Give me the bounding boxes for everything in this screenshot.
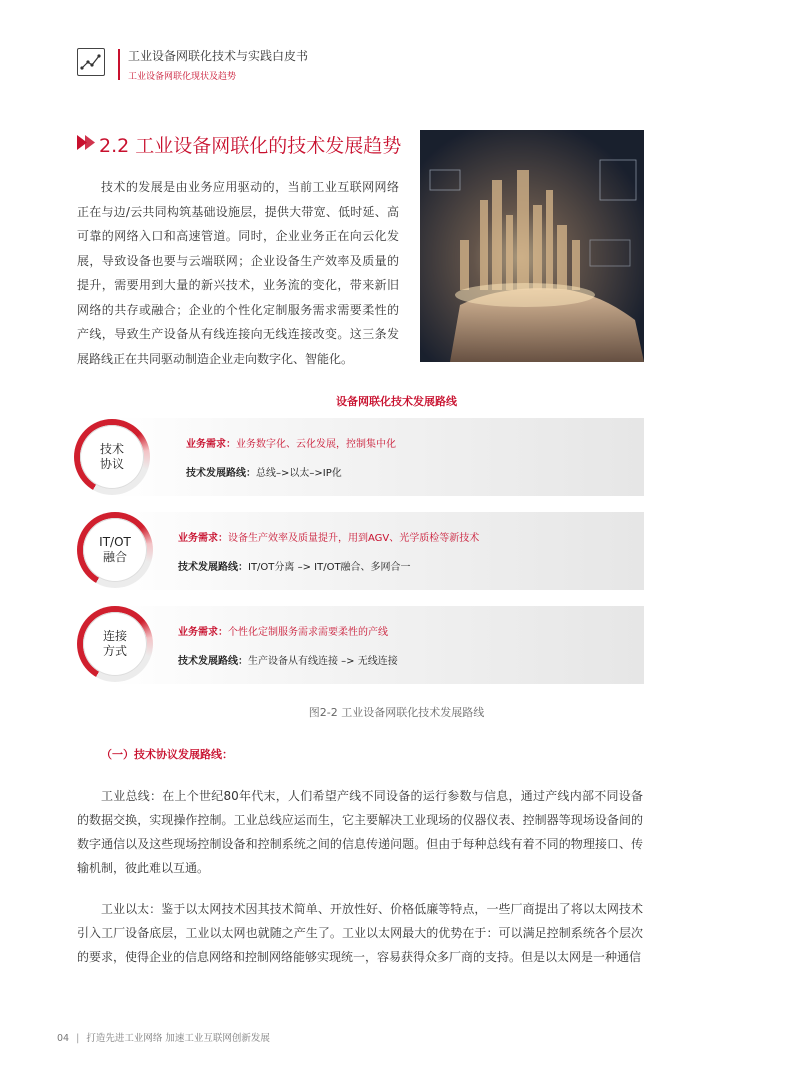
- footer-text: 打造先进工业网络 加速工业互联网创新发展: [86, 1033, 270, 1044]
- figure-caption: 图2-2 工业设备网联化技术发展路线: [308, 706, 485, 719]
- badge-label-line2: 方式: [102, 644, 127, 658]
- tech-route: 技术发展路线：IT/OT分离 –> IT/OT融合、多网合一: [178, 562, 411, 573]
- chapter-title: 工业设备网联化现状及趋势: [128, 72, 237, 82]
- badge-label-line2: 协议: [99, 457, 124, 471]
- page-number: 04: [57, 1033, 70, 1044]
- tech-route: 技术发展路线：总线–>以太–>IP化: [186, 468, 342, 479]
- subsection-heading: （一）技术协议发展路线：: [101, 748, 233, 761]
- business-need: 业务需求：业务数字化、云化发展，控制集中化: [186, 439, 396, 450]
- tech-route: 技术发展路线：生产设备从有线连接 –> 无线连接: [178, 656, 398, 667]
- header-divider: [118, 49, 120, 80]
- route-badge: [77, 512, 153, 588]
- chart-line-icon: [78, 49, 103, 74]
- badge-label-line1: 连接: [102, 629, 127, 643]
- section-title: 2.2 工业设备网联化的技术发展趋势: [99, 135, 402, 157]
- intro-paragraph: 技术的发展是由业务应用驱动的，当前工业互联网网络正在与边/云共同构筑基础设施层，提供大带宽、低时延、高可靠的网络入口和高速管道。同时，企业业务正在向云化发展，导致设备也要与云端联网；企业设备生产效率及质量的提升，需要用到大量的新兴技术，业务流的变化，带来新旧网络的共存或融合；企业的个性化定制服务需求需要柔性的产线，导致生产设备从有线连接向无线连接改变。这三条发展路线正在共同驱动制造企业走向数字化、智能化。: [77, 180, 399, 366]
- badge-label-line2: 融合: [102, 550, 127, 564]
- logo: [77, 48, 105, 76]
- badge-label-line1: IT/OT: [99, 535, 131, 549]
- route-badge: [77, 606, 153, 682]
- route-row-protocol: [112, 418, 644, 496]
- route-row-connection: [112, 606, 644, 684]
- business-need: 业务需求：设备生产效率及质量提升，用到AGV、光学质检等新技术: [178, 533, 480, 544]
- page-footer: [57, 1030, 270, 1044]
- play-arrow-icon: [77, 134, 97, 151]
- document-title: 工业设备网联化技术与实践白皮书: [128, 49, 309, 63]
- route-badge: [74, 419, 150, 495]
- badge-label-line1: 技术: [99, 442, 124, 456]
- footer-divider: |: [76, 1033, 80, 1044]
- business-need: 业务需求：个性化定制服务需求需要柔性的产线: [178, 627, 388, 638]
- route-row-itot: [112, 512, 644, 590]
- diagram-title: 设备网联化技术发展路线: [336, 395, 457, 408]
- paragraph-ethernet: 工业以太：鉴于以太网技术因其技术简单、开放性好、价格低廉等特点，一些厂商提出了将以太网技术引入工厂设备底层，工业以太网也就随之产生了。工业以太网最大的优势在于：可以满足控制系统各个层次的要求，使得企业的信息网络和控制网络能够实现统一，容易获得众多厂商的支持。但是以太网是一种通信: [77, 902, 643, 964]
- paragraph-fieldbus: 工业总线：在上个世纪80年代末，人们希望产线不同设备的运行参数与信息，通过产线内部不同设备的数据交换，实现操作控制。工业总线应运而生，它主要解决工业现场的仪器仪表、控制器等现场设备间的数字通信以及这些现场控制设备和控制系统之间的信息传递问题。但由于每种总线有着不同的物理接口、传输机制，彼此难以互通。: [77, 789, 643, 875]
- smart-city-hand-image: [420, 130, 644, 362]
